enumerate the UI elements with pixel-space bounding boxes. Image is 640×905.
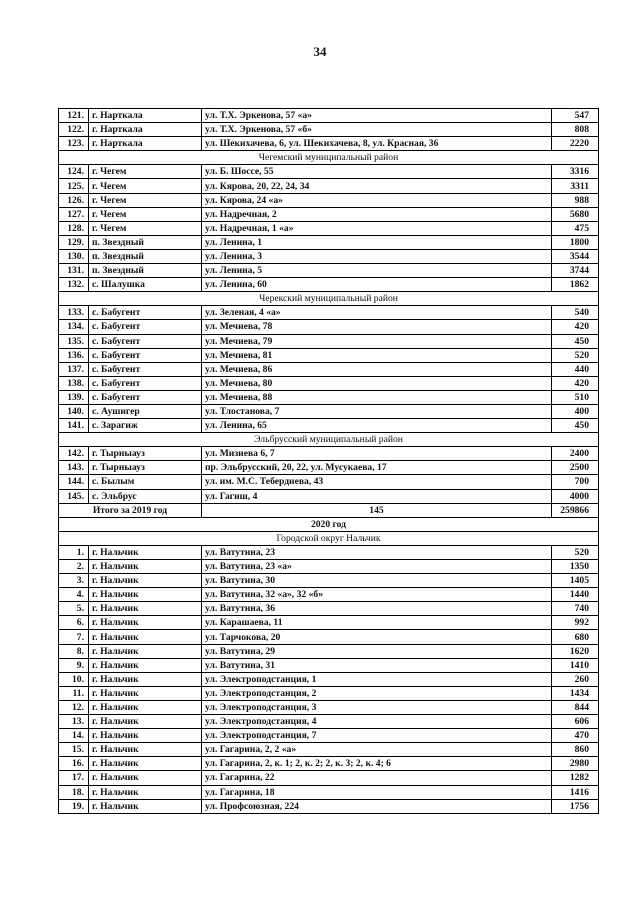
table-row — [59, 630, 599, 644]
row-number: 13. — [59, 715, 89, 729]
locality-cell: г. Чегем — [89, 165, 202, 179]
value-cell: 1350 — [552, 560, 599, 574]
address-cell: ул. Б. Шоссе, 55 — [202, 165, 552, 179]
locality-cell: г. Нальчик — [89, 743, 202, 757]
row-number: 125. — [59, 179, 89, 193]
value-cell: 700 — [552, 475, 599, 489]
row-number: 19. — [59, 799, 89, 813]
locality-cell: п. Звездный — [89, 235, 202, 249]
locality-cell: п. Звездный — [89, 249, 202, 263]
locality-cell: г. Нальчик — [89, 545, 202, 559]
locality-cell: г. Нальчик — [89, 602, 202, 616]
total-value: 259866 — [552, 503, 599, 517]
row-number: 127. — [59, 207, 89, 221]
value-cell: 3544 — [552, 249, 599, 263]
section-header-row — [59, 433, 599, 447]
locality-cell: с. Былым — [89, 475, 202, 489]
address-cell: ул. Надречная, 2 — [202, 207, 552, 221]
locality-cell: г. Нальчик — [89, 700, 202, 714]
value-cell: 988 — [552, 193, 599, 207]
table-row — [59, 137, 599, 151]
row-number: 140. — [59, 404, 89, 418]
locality-cell: с. Бабугент — [89, 334, 202, 348]
section-title: Чегемский муниципальный район — [59, 151, 599, 165]
table-row — [59, 235, 599, 249]
row-number: 14. — [59, 729, 89, 743]
value-cell: 3311 — [552, 179, 599, 193]
address-cell: ул. Тлостанова, 7 — [202, 404, 552, 418]
table-row — [59, 560, 599, 574]
row-number: 136. — [59, 348, 89, 362]
row-number: 11. — [59, 686, 89, 700]
address-cell: ул. Шекихачева, 6, ул. Шекихачева, 8, ул. Красная, 36 — [202, 137, 552, 151]
locality-cell: с. Эльбрус — [89, 489, 202, 503]
locality-cell: г. Нальчик — [89, 560, 202, 574]
data-table — [58, 108, 599, 814]
address-cell: ул. Ленина, 5 — [202, 264, 552, 278]
table-row — [59, 278, 599, 292]
address-cell: ул. Зеленая, 4 «а» — [202, 306, 552, 320]
table-row — [59, 785, 599, 799]
table-row — [59, 334, 599, 348]
value-cell: 547 — [552, 109, 599, 123]
row-number: 134. — [59, 320, 89, 334]
section-header-row — [59, 151, 599, 165]
row-number: 145. — [59, 489, 89, 503]
table-row — [59, 574, 599, 588]
value-cell: 1410 — [552, 658, 599, 672]
row-number: 142. — [59, 447, 89, 461]
table-row — [59, 207, 599, 221]
address-cell: ул. Электроподстанция, 2 — [202, 686, 552, 700]
value-cell: 510 — [552, 390, 599, 404]
section-title: Городской округ Нальчик — [59, 531, 599, 545]
locality-cell: г. Нарткала — [89, 109, 202, 123]
table-row — [59, 249, 599, 263]
row-number: 128. — [59, 221, 89, 235]
row-number: 138. — [59, 376, 89, 390]
value-cell: 740 — [552, 602, 599, 616]
address-cell: ул. Ленина, 60 — [202, 278, 552, 292]
row-number: 7. — [59, 630, 89, 644]
address-cell: ул. Ленина, 65 — [202, 419, 552, 433]
address-cell: ул. Мечиева, 80 — [202, 376, 552, 390]
row-number: 15. — [59, 743, 89, 757]
value-cell: 680 — [552, 630, 599, 644]
table-row — [59, 489, 599, 503]
value-cell: 4000 — [552, 489, 599, 503]
row-number: 135. — [59, 334, 89, 348]
address-cell: ул. Мечиева, 78 — [202, 320, 552, 334]
value-cell: 1620 — [552, 644, 599, 658]
total-count: 145 — [202, 503, 552, 517]
table-row — [59, 672, 599, 686]
row-number: 9. — [59, 658, 89, 672]
value-cell: 606 — [552, 715, 599, 729]
locality-cell: с. Зарагиж — [89, 419, 202, 433]
locality-cell: г. Нальчик — [89, 686, 202, 700]
row-number: 1. — [59, 545, 89, 559]
address-cell: ул. Мизиева 6, 7 — [202, 447, 552, 461]
value-cell: 450 — [552, 419, 599, 433]
table-row — [59, 306, 599, 320]
section-title: Черекский муниципальный район — [59, 292, 599, 306]
table-row — [59, 179, 599, 193]
table-row — [59, 390, 599, 404]
table-row — [59, 419, 599, 433]
table-row — [59, 700, 599, 714]
value-cell: 1756 — [552, 799, 599, 813]
table-row — [59, 348, 599, 362]
address-cell: ул. Электроподстанция, 4 — [202, 715, 552, 729]
row-number: 144. — [59, 475, 89, 489]
value-cell: 2400 — [552, 447, 599, 461]
table-row — [59, 757, 599, 771]
locality-cell: г. Нальчик — [89, 616, 202, 630]
table-row — [59, 686, 599, 700]
row-number: 5. — [59, 602, 89, 616]
locality-cell: с. Бабугент — [89, 362, 202, 376]
value-cell: 5680 — [552, 207, 599, 221]
table-row — [59, 193, 599, 207]
address-cell: ул. Тарчокова, 20 — [202, 630, 552, 644]
locality-cell: с. Бабугент — [89, 306, 202, 320]
row-number: 122. — [59, 123, 89, 137]
row-number: 17. — [59, 771, 89, 785]
table-row — [59, 123, 599, 137]
row-number: 123. — [59, 137, 89, 151]
address-cell: ул. Мечиева, 86 — [202, 362, 552, 376]
value-cell: 520 — [552, 545, 599, 559]
row-number: 131. — [59, 264, 89, 278]
value-cell: 1405 — [552, 574, 599, 588]
address-cell: ул. Профсоюзная, 224 — [202, 799, 552, 813]
row-number: 126. — [59, 193, 89, 207]
row-number: 8. — [59, 644, 89, 658]
table-row — [59, 475, 599, 489]
locality-cell: г. Нальчик — [89, 630, 202, 644]
table-row — [59, 461, 599, 475]
value-cell: 1416 — [552, 785, 599, 799]
row-number: 121. — [59, 109, 89, 123]
row-number: 137. — [59, 362, 89, 376]
locality-cell: с. Бабугент — [89, 376, 202, 390]
value-cell: 808 — [552, 123, 599, 137]
row-number: 143. — [59, 461, 89, 475]
value-cell: 540 — [552, 306, 599, 320]
total-label: Итого за 2019 год — [59, 503, 202, 517]
locality-cell: г. Нальчик — [89, 672, 202, 686]
value-cell: 420 — [552, 376, 599, 390]
value-cell: 1282 — [552, 771, 599, 785]
value-cell: 470 — [552, 729, 599, 743]
value-cell: 2220 — [552, 137, 599, 151]
locality-cell: г. Нальчик — [89, 799, 202, 813]
locality-cell: г. Нальчик — [89, 588, 202, 602]
table-row — [59, 729, 599, 743]
value-cell: 475 — [552, 221, 599, 235]
value-cell: 400 — [552, 404, 599, 418]
row-number: 2. — [59, 560, 89, 574]
year-title: 2020 год — [59, 517, 599, 531]
value-cell: 1440 — [552, 588, 599, 602]
total-row — [59, 503, 599, 517]
table-row — [59, 545, 599, 559]
table-row — [59, 588, 599, 602]
table-row — [59, 644, 599, 658]
address-cell: ул. Т.Х. Эркенова, 57 «а» — [202, 109, 552, 123]
locality-cell: с. Аушигер — [89, 404, 202, 418]
address-cell: ул. Электроподстанция, 7 — [202, 729, 552, 743]
year-header-row — [59, 517, 599, 531]
address-cell: ул. Ватутина, 32 «а», 32 «б» — [202, 588, 552, 602]
address-cell: ул. Ватутина, 23 — [202, 545, 552, 559]
value-cell: 440 — [552, 362, 599, 376]
address-cell: ул. Гагарина, 22 — [202, 771, 552, 785]
section-header-row — [59, 292, 599, 306]
section-title: Эльбрусский муниципальный район — [59, 433, 599, 447]
table-row — [59, 320, 599, 334]
row-number: 132. — [59, 278, 89, 292]
address-cell: ул. Ленина, 3 — [202, 249, 552, 263]
value-cell: 992 — [552, 616, 599, 630]
value-cell: 1800 — [552, 235, 599, 249]
locality-cell: г. Нальчик — [89, 658, 202, 672]
value-cell: 260 — [552, 672, 599, 686]
locality-cell: г. Нальчик — [89, 715, 202, 729]
table-row — [59, 264, 599, 278]
row-number: 12. — [59, 700, 89, 714]
table-row — [59, 109, 599, 123]
address-cell: ул. Мечиева, 81 — [202, 348, 552, 362]
value-cell: 1434 — [552, 686, 599, 700]
row-number: 124. — [59, 165, 89, 179]
value-cell: 860 — [552, 743, 599, 757]
locality-cell: с. Бабугент — [89, 320, 202, 334]
table-row — [59, 165, 599, 179]
table-row — [59, 658, 599, 672]
locality-cell: г. Тырныауз — [89, 447, 202, 461]
locality-cell: г. Нальчик — [89, 785, 202, 799]
row-number: 4. — [59, 588, 89, 602]
row-number: 129. — [59, 235, 89, 249]
locality-cell: г. Нарткала — [89, 123, 202, 137]
row-number: 6. — [59, 616, 89, 630]
address-cell: ул. Т.Х. Эркенова, 57 «б» — [202, 123, 552, 137]
address-cell: ул. Электроподстанция, 1 — [202, 672, 552, 686]
section-header-row — [59, 531, 599, 545]
address-cell: ул. Мечиева, 88 — [202, 390, 552, 404]
locality-cell: г. Чегем — [89, 207, 202, 221]
locality-cell: г. Нарткала — [89, 137, 202, 151]
address-cell: ул. Ватутина, 31 — [202, 658, 552, 672]
row-number: 141. — [59, 419, 89, 433]
table-row — [59, 376, 599, 390]
address-cell: ул. им. М.С. Тебердиева, 43 — [202, 475, 552, 489]
locality-cell: г. Нальчик — [89, 771, 202, 785]
address-cell: ул. Мечиева, 79 — [202, 334, 552, 348]
table-row — [59, 602, 599, 616]
row-number: 130. — [59, 249, 89, 263]
address-cell: ул. Электроподстанция, 3 — [202, 700, 552, 714]
table-row — [59, 799, 599, 813]
address-cell: ул. Ватутина, 36 — [202, 602, 552, 616]
row-number: 18. — [59, 785, 89, 799]
locality-cell: г. Нальчик — [89, 757, 202, 771]
address-cell: ул. Ленина, 1 — [202, 235, 552, 249]
address-cell: ул. Кярова, 20, 22, 24, 34 — [202, 179, 552, 193]
address-cell: ул. Ватутина, 23 «а» — [202, 560, 552, 574]
row-number: 10. — [59, 672, 89, 686]
value-cell: 844 — [552, 700, 599, 714]
locality-cell: г. Тырныауз — [89, 461, 202, 475]
locality-cell: п. Звездный — [89, 264, 202, 278]
table-row — [59, 447, 599, 461]
row-number: 133. — [59, 306, 89, 320]
value-cell: 450 — [552, 334, 599, 348]
locality-cell: с. Бабугент — [89, 348, 202, 362]
locality-cell: с. Шалушка — [89, 278, 202, 292]
row-number: 139. — [59, 390, 89, 404]
locality-cell: г. Чегем — [89, 221, 202, 235]
table-row — [59, 743, 599, 757]
value-cell: 2980 — [552, 757, 599, 771]
table-row — [59, 771, 599, 785]
locality-cell: г. Нальчик — [89, 729, 202, 743]
address-cell: ул. Кярова, 24 «а» — [202, 193, 552, 207]
row-number: 16. — [59, 757, 89, 771]
address-cell: ул. Ватутина, 30 — [202, 574, 552, 588]
address-cell: ул. Гагарина, 18 — [202, 785, 552, 799]
address-cell: ул. Гагарина, 2, к. 1; 2, к. 2; 2, к. 3; 2, к. 4; 6 — [202, 757, 552, 771]
page-number: 34 — [313, 44, 327, 59]
address-cell: ул. Гагарина, 2, 2 «а» — [202, 743, 552, 757]
value-cell: 3744 — [552, 264, 599, 278]
locality-cell: г. Нальчик — [89, 644, 202, 658]
value-cell: 3316 — [552, 165, 599, 179]
table-row — [59, 616, 599, 630]
locality-cell: с. Бабугент — [89, 390, 202, 404]
value-cell: 1862 — [552, 278, 599, 292]
value-cell: 2500 — [552, 461, 599, 475]
address-cell: ул. Гагиш, 4 — [202, 489, 552, 503]
address-cell: ул. Карашаева, 11 — [202, 616, 552, 630]
address-cell: пр. Эльбрусский, 20, 22, ул. Мусукаева, 17 — [202, 461, 552, 475]
table-row — [59, 362, 599, 376]
table-row — [59, 715, 599, 729]
table-row — [59, 404, 599, 418]
locality-cell: г. Чегем — [89, 179, 202, 193]
value-cell: 520 — [552, 348, 599, 362]
address-cell: ул. Надречная, 1 «а» — [202, 221, 552, 235]
locality-cell: г. Чегем — [89, 193, 202, 207]
row-number: 3. — [59, 574, 89, 588]
table-row — [59, 221, 599, 235]
value-cell: 420 — [552, 320, 599, 334]
address-cell: ул. Ватутина, 29 — [202, 644, 552, 658]
locality-cell: г. Нальчик — [89, 574, 202, 588]
